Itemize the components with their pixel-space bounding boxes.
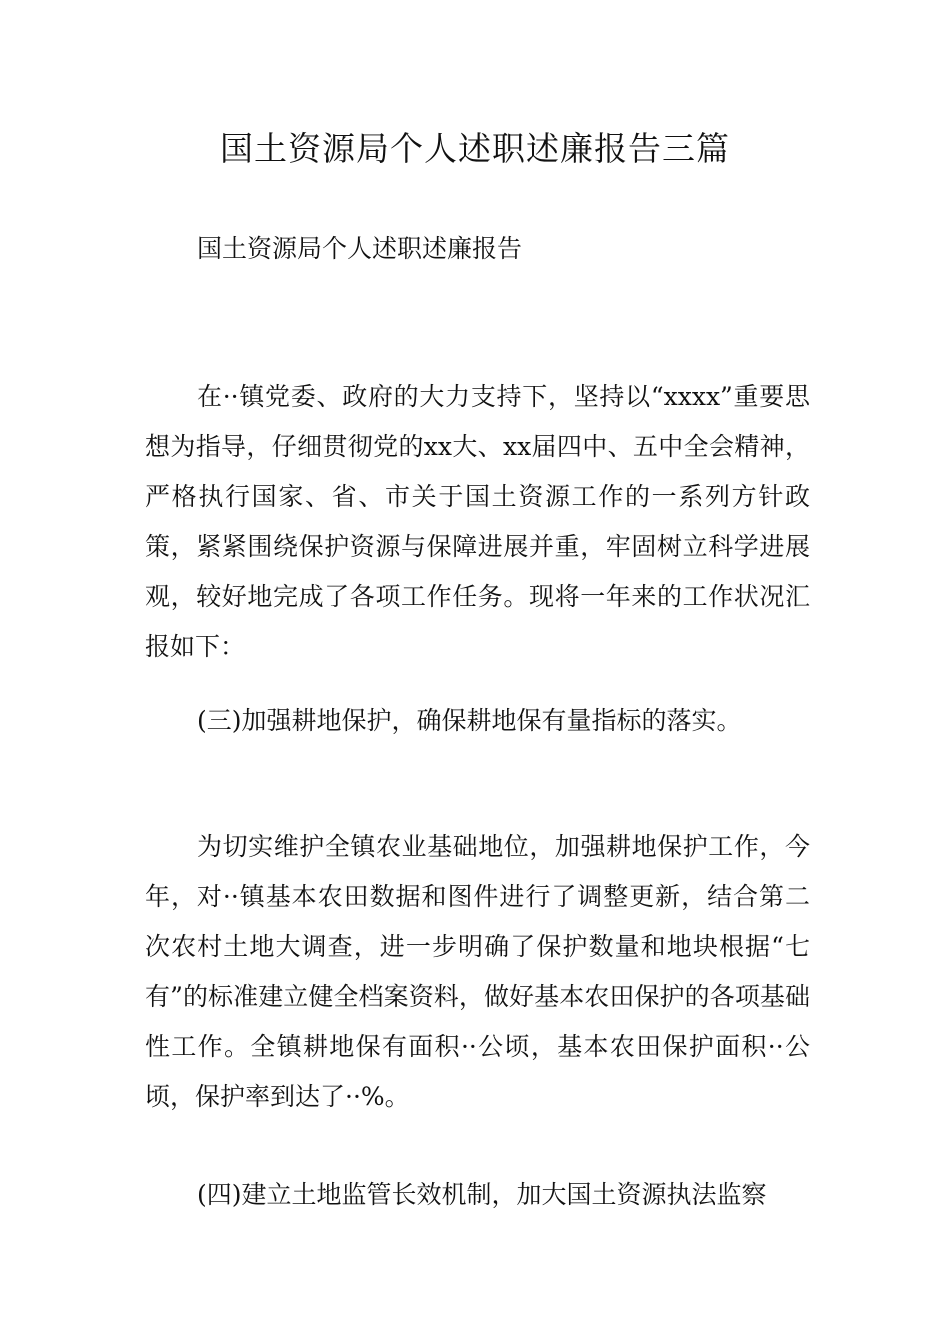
farmland-paragraph: 为切实维护全镇农业基础地位，加强耕地保护工作，今年，对··镇基本农田数据和图件进行了调整更新，结合第二次农村土地大调查，进一步明确了保护数量和地块根据“七有”的标准建立健全档案资料，做好基本农田保护的各项基础性工作。全镇耕地保有面积··公顷，基本农田保护面积··公顷，保护率到达了··%。 [145,832,810,1111]
intro-paragraph: 在··镇党委、政府的大力支持下，坚持以“xxxx”重要思想为指导，仔细贯彻党的xx大、xx届四中、五中全会精神，严格执行国家、省、市关于国土资源工作的一系列方针政策，紧紧围绕保护资源与保障进展并重，牢固树立科学进展观，较好地完成了各项工作任务。现将一年来的工作状况汇报如下： [145,382,810,661]
document-title: 国土资源局个人述职述廉报告三篇 [220,129,730,168]
section-heading-four: (四)建立土地监管长效机制，加大国土资源执法监察 [197,1180,767,1209]
section-heading-three: (三)加强耕地保护，确保耕地保有量指标的落实。 [197,706,742,735]
document-subtitle: 国土资源局个人述职述廉报告 [197,234,523,263]
